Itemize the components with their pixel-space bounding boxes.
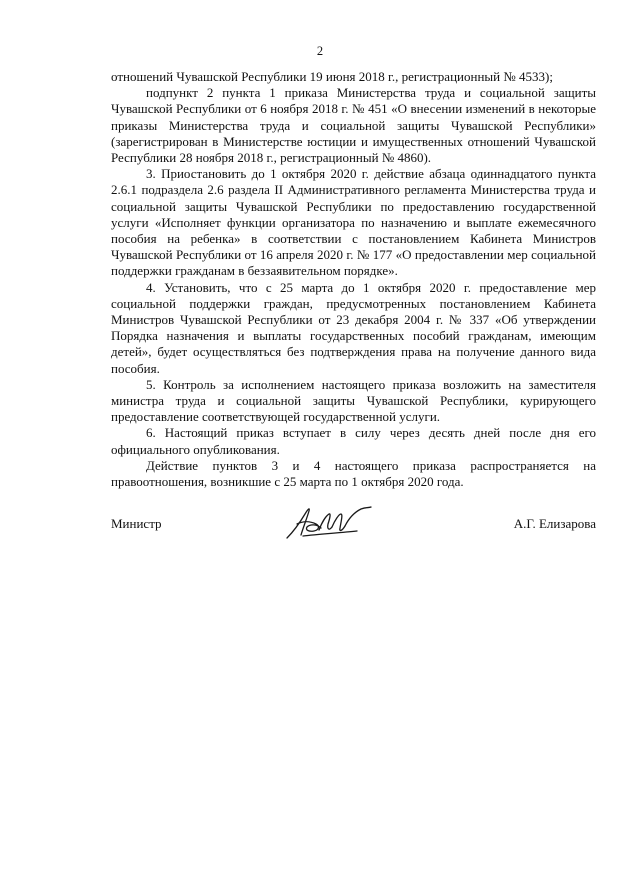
paragraph-item-5: 5. Контроль за исполнением настоящего приказа возложить на заместителя министра труда и социальной защиты Чувашской Республики, курирующего предоставление соответствующей государственной услуги. (111, 376, 596, 425)
paragraph-effect-note: Действие пунктов 3 и 4 настоящего приказа распространяется на правоотношения, возникшие с 25 марта по 1 октября 2020 года. (111, 457, 596, 490)
paragraph-subitem-2: подпункт 2 пункта 1 приказа Министерства труда и социальной защиты Чувашской Республики от 6 ноября 2018 г. № 451 «О внесении изменений в некоторые приказы Министерства труда и социальной защиты Чувашской Республики» (зарегистрирован в Министерстве юстиции и имущественных отношений Чувашской Республики 28 ноября 2018 г., регистрационный № 4860). (111, 85, 596, 166)
signer-name: А.Г. Елизарова (513, 516, 596, 531)
paragraph-item-3: 3. Приостановить до 1 октября 2020 г. действие абзаца одиннадцатого пункта 2.6.1 подраздела 2.6 раздела II Административного регламента Министерства труда и социальной защиты Чувашской Республики по предоставлению государственной услуги «Исполняет функции организатора по назначению и выплате ежемесячного пособия на ребенка» в соответствии с постановлением Кабинета Министров Чувашской Республики от 16 апреля 2020 г. № 177 «О предоставлении мер социальной поддержки гражданам в беззаявительном порядке». (111, 166, 596, 279)
paragraph-item-4: 4. Установить, что с 25 марта до 1 октября 2020 г. предоставление мер социальной поддержки граждан, предусмотренных постановлением Кабинета Министров Чувашской Республики от 23 декабря 2004 г. № 337 «Об утверждении Порядка назначения и выплаты государственных пособий гражданам, имеющим детей», будет осуществляться без подтверждения права на получение данного вида пособия. (111, 279, 596, 376)
page-number: 2 (316, 44, 324, 58)
signature-block (111, 502, 596, 542)
paragraph-item-6: 6. Настоящий приказ вступает в силу через десять дней после дня его официального опубликования. (111, 425, 596, 457)
signer-title: Министр (111, 516, 162, 531)
paragraph-continuation: отношений Чувашской Республики 19 июня 2018 г., регистрационный № 4533); (111, 69, 553, 84)
document-body (111, 69, 596, 490)
handwritten-signature-icon (283, 502, 375, 542)
